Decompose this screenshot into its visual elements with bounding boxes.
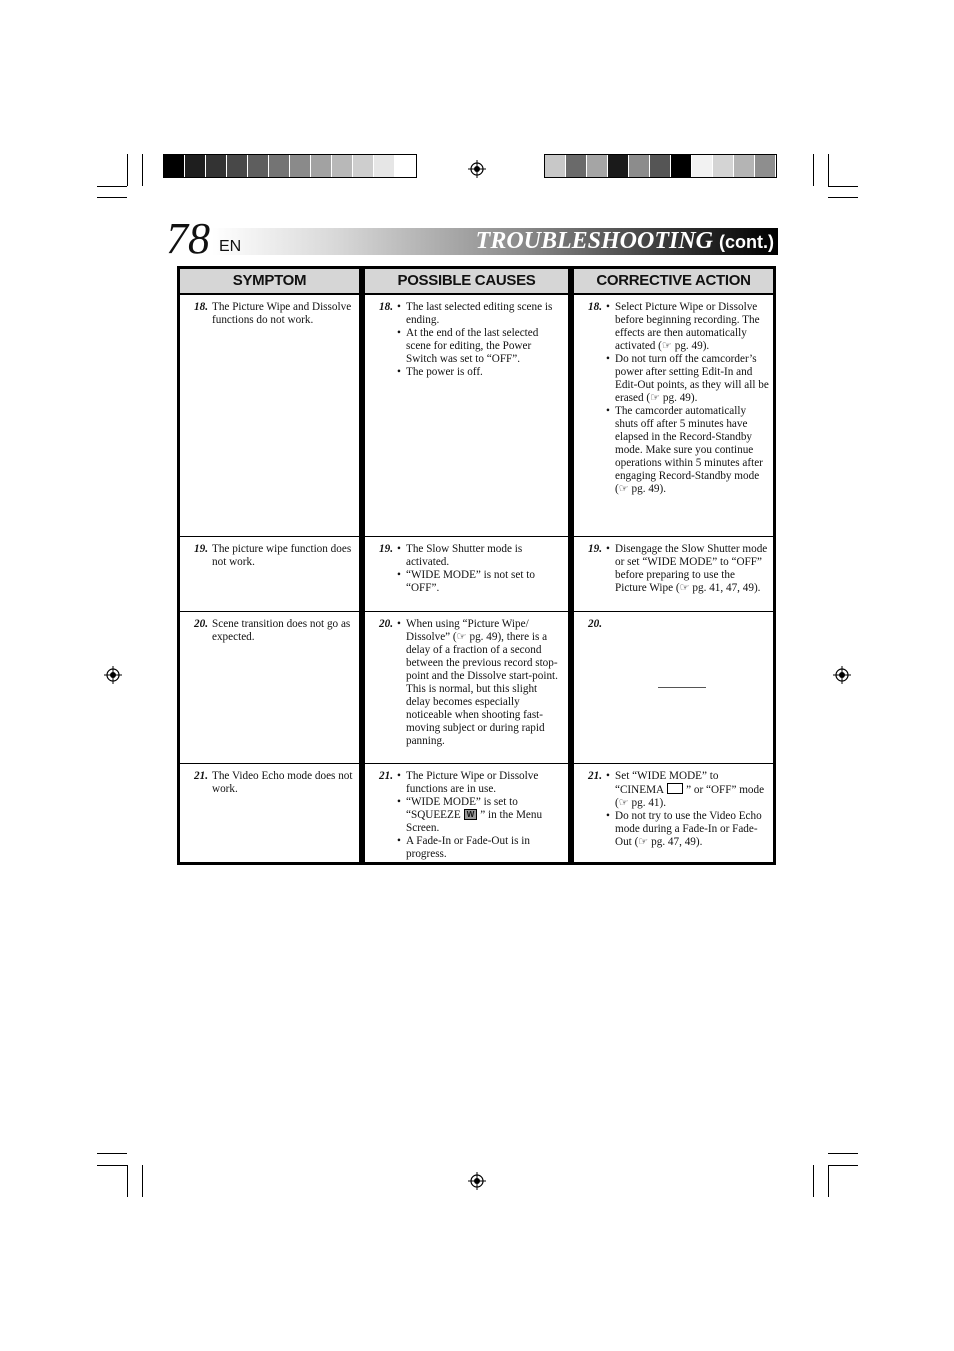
causes-header: POSSIBLE CAUSES	[365, 269, 568, 294]
table-row: 21. The Video Echo mode does not work.	[180, 763, 359, 862]
page-number: 78	[166, 214, 210, 263]
registration-mark-icon	[104, 666, 122, 684]
crop-mark	[828, 1165, 858, 1166]
page-title-suffix: (cont.)	[719, 232, 774, 252]
cinema-mode-icon	[667, 783, 683, 794]
crop-mark	[828, 186, 858, 187]
crop-mark	[813, 154, 814, 186]
crop-mark	[97, 186, 127, 187]
page-title-text: TROUBLESHOOTING	[475, 228, 714, 254]
gray-scale-bar-left	[163, 154, 417, 178]
crop-mark	[813, 1165, 814, 1197]
crop-mark	[828, 1165, 829, 1197]
gray-scale-bar-right	[544, 154, 777, 178]
squeeze-mode-icon: W	[464, 809, 478, 820]
registration-mark-icon	[468, 160, 486, 178]
crop-mark	[142, 1165, 143, 1197]
table-row: 19. • Disengage the Slow Shutter mode or set “WIDE MODE” to “OFF” before preparing to use the Picture Wipe (☞ pg. 41, 47, 49).	[574, 536, 773, 611]
table-row: 20.	[574, 611, 773, 763]
crop-mark	[828, 1153, 858, 1154]
table-row: 18. • The last selected editing scene is ending. • At the end of the last selected scene for editing, the Power Switch was set to “OFF”. • The power is off.	[365, 294, 568, 536]
table-row: 19. • The Slow Shutter mode is activated. • “WIDE MODE” is not set to “OFF”.	[365, 536, 568, 611]
crop-mark	[97, 1153, 127, 1154]
table-row: 20. Scene transition does not go as expected.	[180, 611, 359, 763]
symptom-header: SYMPTOM	[180, 269, 359, 294]
crop-mark	[828, 154, 829, 186]
table-row: 18. • Select Picture Wipe or Dissolve before beginning recording. The effects are then automatically activated (☞ pg. 49). • Do not turn off the camcorder’s power after setting Edit-In and Edit-Out points, as they will all be erased (☞ pg. 49). • The camcorder automatically shuts off after 5 minutes have elapsed in the Record-Standby mode. Make sure you continue operations within 5 minutes after engaging Record-Standby mode (☞ pg. 49).	[574, 294, 773, 536]
crop-mark	[127, 1165, 128, 1197]
registration-mark-icon	[833, 666, 851, 684]
causes-column	[365, 269, 568, 862]
table-row: 19. The picture wipe function does not work.	[180, 536, 359, 611]
troubleshooting-table	[177, 266, 776, 865]
crop-mark	[142, 154, 143, 186]
symptom-column	[180, 269, 359, 862]
crop-mark	[828, 197, 858, 198]
crop-mark	[97, 1165, 127, 1166]
table-row: 21. • Set “WIDE MODE” to “CINEMA ” or “OFF” mode (☞ pg. 41). • Do not try to use the Video Echo mode during a Fade-In or Fade-Out (☞ pg. 47, 49).	[574, 763, 773, 862]
page-language: EN	[219, 238, 242, 255]
crop-mark	[97, 197, 127, 198]
crop-mark	[127, 154, 128, 186]
registration-mark-icon	[468, 1172, 486, 1190]
action-header: CORRECTIVE ACTION	[574, 269, 773, 294]
page-title	[476, 226, 774, 257]
table-row: 21. • The Picture Wipe or Dissolve functions are in use. • “WIDE MODE” is set to “SQUEEZE W ” in the Menu Screen. • A Fade-In or Fade-Out is in progress.	[365, 763, 568, 862]
action-column	[574, 269, 773, 862]
table-row: 18. The Picture Wipe and Dissolve functions do not work.	[180, 294, 359, 536]
table-row: 20. • When using “Picture Wipe/ Dissolve” (☞ pg. 49), there is a delay of a fraction of a second between the previous record stop-point and the Dissolve start-point. This is normal, but this slight delay becomes especially noticeable when shooting fast-moving subject or during rapid panning.	[365, 611, 568, 763]
blank-line	[658, 687, 706, 688]
